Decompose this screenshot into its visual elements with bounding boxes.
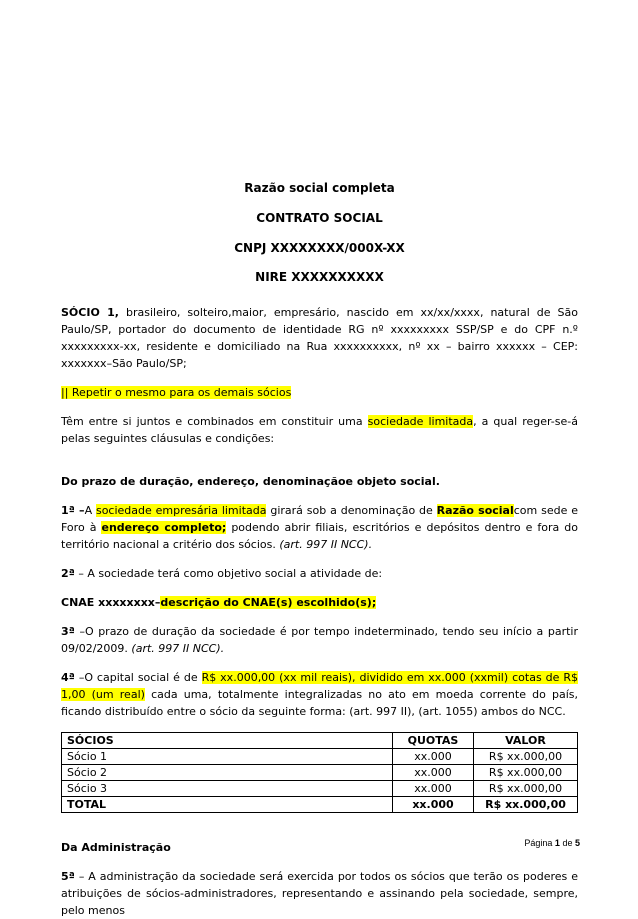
table-row (62, 781, 578, 797)
partner-label: SÓCIO 1, (61, 306, 119, 319)
repeat-note (61, 384, 578, 401)
cell-valor: R$ xx.000,00 (474, 781, 578, 797)
document-body (61, 180, 578, 919)
clause-3 (61, 623, 578, 657)
cell-valor: R$ xx.000,00 (474, 749, 578, 765)
clause-1-text-a: A (84, 504, 96, 517)
clause-1-reference: (art. 997 II NCC). (279, 538, 373, 551)
clause-4-text-b: cada uma, totalmente integralizadas no ato em moeda corrente do país, ficando distribuído entre o sócio da seguinte forma: (art. 997 II), (art. 1055) ambos do NCC. (61, 688, 578, 718)
contract-title: CONTRATO SOCIAL (256, 211, 383, 225)
cell-socio: Sócio 1 (62, 749, 393, 765)
cnae-line (61, 594, 578, 611)
cell-valor: R$ xx.000,00 (474, 765, 578, 781)
nire-line: NIRE XXXXXXXXXX (255, 270, 384, 284)
footer-total-pages: 5 (574, 838, 580, 848)
clause-3-reference: (art. 997 II NCC). (131, 642, 225, 655)
clause-4-highlight: R$ xx.000,00 (xx mil reais), dividido em xx.000 (xxmil) cotas de R$ 1,00 (um real) (61, 671, 578, 701)
table-total-row (62, 797, 578, 813)
clause-4 (61, 669, 578, 720)
clause-1-text-d: podendo abrir filiais, escritórios e depósitos dentro e fora do território nacional a critério dos sócios. (61, 521, 578, 551)
clause-3-number: 3ª (61, 625, 75, 638)
cell-quotas: xx.000 (393, 749, 474, 765)
intro-highlight: sociedade limitada (367, 415, 474, 428)
company-name: Razão social completa (244, 181, 395, 195)
intro-paragraph (61, 413, 578, 447)
intro-text-a: Têm entre si juntos e combinados em constituir uma (61, 415, 368, 428)
cell-quotas: xx.000 (393, 781, 474, 797)
clause-1-number: 1ª – (61, 504, 85, 517)
header-quotas: QUOTAS (393, 733, 474, 749)
clause-5 (61, 868, 578, 919)
header-valor: VALOR (474, 733, 578, 749)
cnae-description: descrição do CNAE(s) escolhido(s); (160, 596, 377, 609)
quota-table (61, 732, 578, 813)
clause-1-highlight-3: endereço completo; (101, 521, 227, 534)
clause-1-highlight-1: sociedade empresária limitada (95, 504, 267, 517)
clause-2-text: – A sociedade terá como objetivo social a atividade de: (74, 567, 383, 580)
clause-4-text-a: –O capital social é de (74, 671, 202, 684)
clause-5-number: 5ª (61, 870, 75, 883)
clause-1-text-c: com sede e Foro à (61, 504, 579, 534)
table-header-row (62, 733, 578, 749)
clause-2-number: 2ª (61, 567, 75, 580)
partner-text: brasileiro, solteiro,maior, empresário, nascido em xx/xx/xxxx, natural de São Paulo/SP, portador do documento de identidade RG nº xxxxxxxxx SSP/SP e do CPF n.º xxxxxxxxx-xx, residente e domiciliado na Rua xxxxxxxxxx, nº xx – bairro xxxxxx – CEP: xxxxxxx–São Paulo/SP; (61, 306, 579, 370)
partner-qualification (61, 304, 578, 372)
header-socios: SÓCIOS (62, 733, 393, 749)
cell-total-label: TOTAL (62, 797, 393, 813)
cnpj-line: CNPJ XXXXXXXX/000X-XX (234, 241, 405, 255)
clause-3-text: –O prazo de duração da sociedade é por tempo indeterminado, tendo seu início a partir 09/02/2009. (61, 625, 578, 655)
section-title-prazo: Do prazo de duração, endereço, denominaçãoe objeto social. (61, 475, 440, 488)
footer-current-page: 1 (554, 838, 560, 848)
cell-total-valor: R$ xx.000,00 (474, 797, 578, 813)
clause-1-highlight-2: Razão social (436, 504, 514, 517)
cell-total-quotas: xx.000 (393, 797, 474, 813)
table-row (62, 765, 578, 781)
cnae-code: CNAE xxxxxxxx– (61, 596, 161, 609)
cell-socio: Sócio 2 (62, 765, 393, 781)
cell-socio: Sócio 3 (62, 781, 393, 797)
clause-2 (61, 565, 578, 582)
clause-1-text-b: girará sob a denominação de (266, 504, 437, 517)
table-row (62, 749, 578, 765)
intro-text-b: , a qual reger-se-á pelas seguintes cláusulas e condições: (61, 415, 578, 445)
page-number (0, 838, 580, 848)
clause-4-number: 4ª (61, 671, 75, 684)
section-title-administracao: Da Administração (61, 841, 171, 854)
repeat-note-text: || Repetir o mesmo para os demais sócios (61, 386, 292, 399)
clause-5-text: – A administração da sociedade será exercida por todos os sócios que terão os poderes e atribuições de sócios-administradores, representando e assinando pela sociedade, sempre, pelo menos (61, 870, 578, 917)
cell-quotas: xx.000 (393, 765, 474, 781)
footer-label: Página (524, 838, 553, 848)
footer-of: de (562, 838, 573, 848)
clause-1 (61, 502, 578, 553)
